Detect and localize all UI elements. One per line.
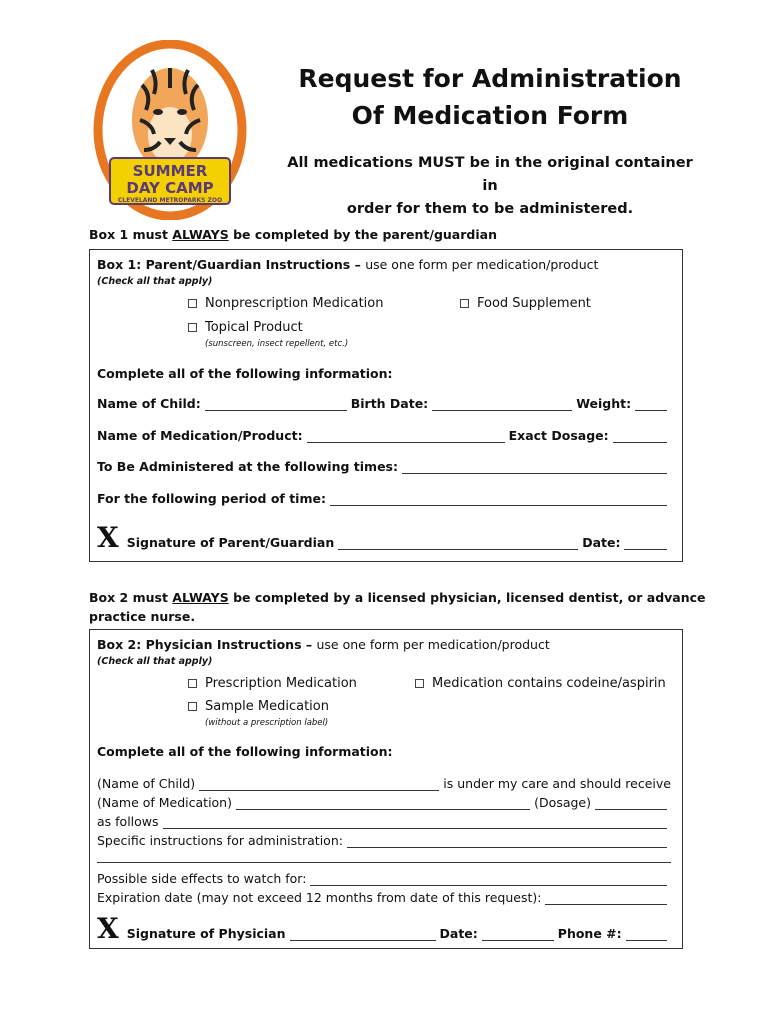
box2-row-as-follows: [97, 814, 671, 829]
field-physician-child[interactable]: [199, 778, 439, 791]
checkbox-topical-product[interactable]: [188, 320, 303, 335]
form-title: [280, 60, 700, 134]
box2-hint: (Check all that apply): [97, 656, 213, 667]
box2-intro-line-2: practice nurse.: [89, 609, 196, 624]
box1-intro-pre: Box 1 must: [89, 227, 173, 242]
checkbox-nonprescription[interactable]: [188, 296, 383, 311]
field-period[interactable]: [330, 493, 667, 506]
box2-intro-pre: Box 2 must: [89, 590, 173, 605]
box1-row-child: [97, 396, 671, 411]
checkbox-label: Medication contains codeine/aspirin: [432, 676, 666, 691]
label-date: Date:: [439, 926, 478, 941]
box2-row-signature: [97, 912, 671, 945]
box2-row-medication: [97, 795, 671, 810]
field-physician-signature[interactable]: [290, 928, 436, 941]
label-dosage: (Dosage): [534, 795, 591, 810]
field-as-follows[interactable]: [163, 816, 667, 829]
box2-heading: [97, 637, 550, 652]
box1-row-medication: [97, 428, 671, 443]
checkbox-square[interactable]: [460, 299, 469, 308]
field-times[interactable]: [402, 461, 667, 474]
checkbox-prescription[interactable]: [188, 676, 357, 691]
field-side-effects[interactable]: [310, 873, 667, 886]
checkbox-label: Nonprescription Medication: [205, 296, 384, 311]
tiger-icon: [132, 68, 208, 172]
label-weight: Weight:: [576, 396, 632, 411]
box1-intro-post: be completed by the parent/guardian: [228, 227, 497, 242]
label-expiration-date: Expiration date (may not exceed 12 months from date of this request):: [97, 890, 542, 905]
box1-heading-sep: –: [350, 257, 366, 272]
topical-note: (sunscreen, insect repellent, etc.): [205, 339, 349, 349]
field-specific-instructions[interactable]: [347, 835, 667, 848]
box1-intro-emphasis: ALWAYS: [172, 227, 229, 242]
box2-row-side-effects: [97, 871, 671, 886]
field-expiration-date[interactable]: [545, 892, 667, 905]
label-name-of-child: Name of Child:: [97, 396, 201, 411]
svg-text:CLEVELAND METROPARKS ZOO: CLEVELAND METROPARKS ZOO: [117, 197, 223, 204]
checkbox-label: Prescription Medication: [205, 676, 357, 691]
label-parent-signature: Signature of Parent/Guardian: [126, 535, 335, 550]
label-period: For the following period of time:: [97, 491, 326, 506]
field-physician-date[interactable]: [482, 928, 554, 941]
svg-text:SUMMER: SUMMER: [132, 162, 208, 180]
checkbox-square[interactable]: [415, 679, 424, 688]
label-phone: Phone #:: [557, 926, 622, 941]
summer-day-camp-logo: [92, 40, 248, 220]
container-notice: [280, 152, 700, 221]
field-exact-dosage[interactable]: [613, 430, 667, 443]
field-name-of-medication[interactable]: [307, 430, 505, 443]
label-side-effects: Possible side effects to watch for:: [97, 871, 307, 886]
signature-x-mark: X: [97, 912, 119, 945]
label-date: Date:: [582, 535, 621, 550]
label-times: To Be Administered at the following times:: [97, 459, 398, 474]
box1-hint: (Check all that apply): [97, 276, 213, 287]
field-specific-instructions-continued[interactable]: [97, 862, 671, 863]
box2-physician: [89, 629, 683, 949]
notice-line-2: order for them to be administered.: [346, 201, 634, 217]
box1-row-signature: [97, 521, 671, 554]
label-name-of-child: (Name of Child): [97, 776, 196, 791]
box2-row-expiration: [97, 890, 671, 905]
label-birth-date: Birth Date:: [350, 396, 429, 411]
checkbox-label: Sample Medication: [205, 699, 329, 714]
box2-row-specific: [97, 833, 671, 848]
checkbox-square[interactable]: [188, 679, 197, 688]
box2-heading-title: Box 2: Physician Instructions: [97, 637, 302, 652]
box1-row-times: [97, 459, 671, 474]
box1-heading: [97, 257, 598, 272]
field-date[interactable]: [624, 537, 667, 550]
sample-note: (without a prescription label): [205, 718, 329, 728]
box2-heading-sep: –: [301, 637, 317, 652]
checkbox-label: Food Supplement: [477, 296, 591, 311]
checkbox-label: Topical Product: [205, 320, 303, 335]
title-line-1: Request for Administration: [298, 64, 682, 93]
label-name-of-medication: (Name of Medication): [97, 795, 232, 810]
field-physician-medication[interactable]: [236, 797, 530, 810]
box1-parent-guardian: [89, 249, 683, 562]
title-line-2: Of Medication Form: [351, 101, 629, 130]
label-physician-signature: Signature of Physician: [126, 926, 286, 941]
label-as-follows: as follows: [97, 814, 159, 829]
checkbox-sample-medication[interactable]: [188, 699, 329, 714]
box2-intro: [89, 588, 706, 626]
box2-heading-rest: use one form per medication/product: [316, 637, 550, 652]
field-parent-signature[interactable]: [338, 537, 578, 550]
label-specific-instructions: Specific instructions for administration:: [97, 833, 343, 848]
field-dosage[interactable]: [595, 797, 667, 810]
checkbox-square[interactable]: [188, 702, 197, 711]
checkbox-codeine-aspirin[interactable]: [415, 676, 666, 691]
field-name-of-child[interactable]: [205, 398, 347, 411]
signature-x-mark: X: [97, 521, 119, 554]
box1-intro: [89, 227, 497, 242]
checkbox-food-supplement[interactable]: [460, 296, 591, 311]
box1-row-period: [97, 491, 671, 506]
checkbox-square[interactable]: [188, 299, 197, 308]
checkbox-square[interactable]: [188, 323, 197, 332]
box2-row-child: [97, 776, 671, 791]
box2-section-heading: Complete all of the following information:: [97, 744, 393, 759]
box1-heading-rest: use one form per medication/product: [365, 257, 599, 272]
field-weight[interactable]: [635, 398, 667, 411]
field-birth-date[interactable]: [432, 398, 572, 411]
box2-intro-emphasis: ALWAYS: [172, 590, 229, 605]
label-name-of-medication: Name of Medication/Product:: [97, 428, 303, 443]
svg-text:DAY CAMP: DAY CAMP: [126, 179, 214, 197]
notice-line-1: All medications MUST be in the original container in: [287, 155, 693, 194]
box2-intro-post: be completed by a licensed physician, licensed dentist, or advance: [228, 590, 706, 605]
box1-heading-title: Box 1: Parent/Guardian Instructions: [97, 257, 351, 272]
field-phone[interactable]: [626, 928, 667, 941]
label-under-my-care: is under my care and should receive: [443, 776, 671, 791]
box1-section-heading: Complete all of the following information:: [97, 366, 393, 381]
label-exact-dosage: Exact Dosage:: [508, 428, 609, 443]
